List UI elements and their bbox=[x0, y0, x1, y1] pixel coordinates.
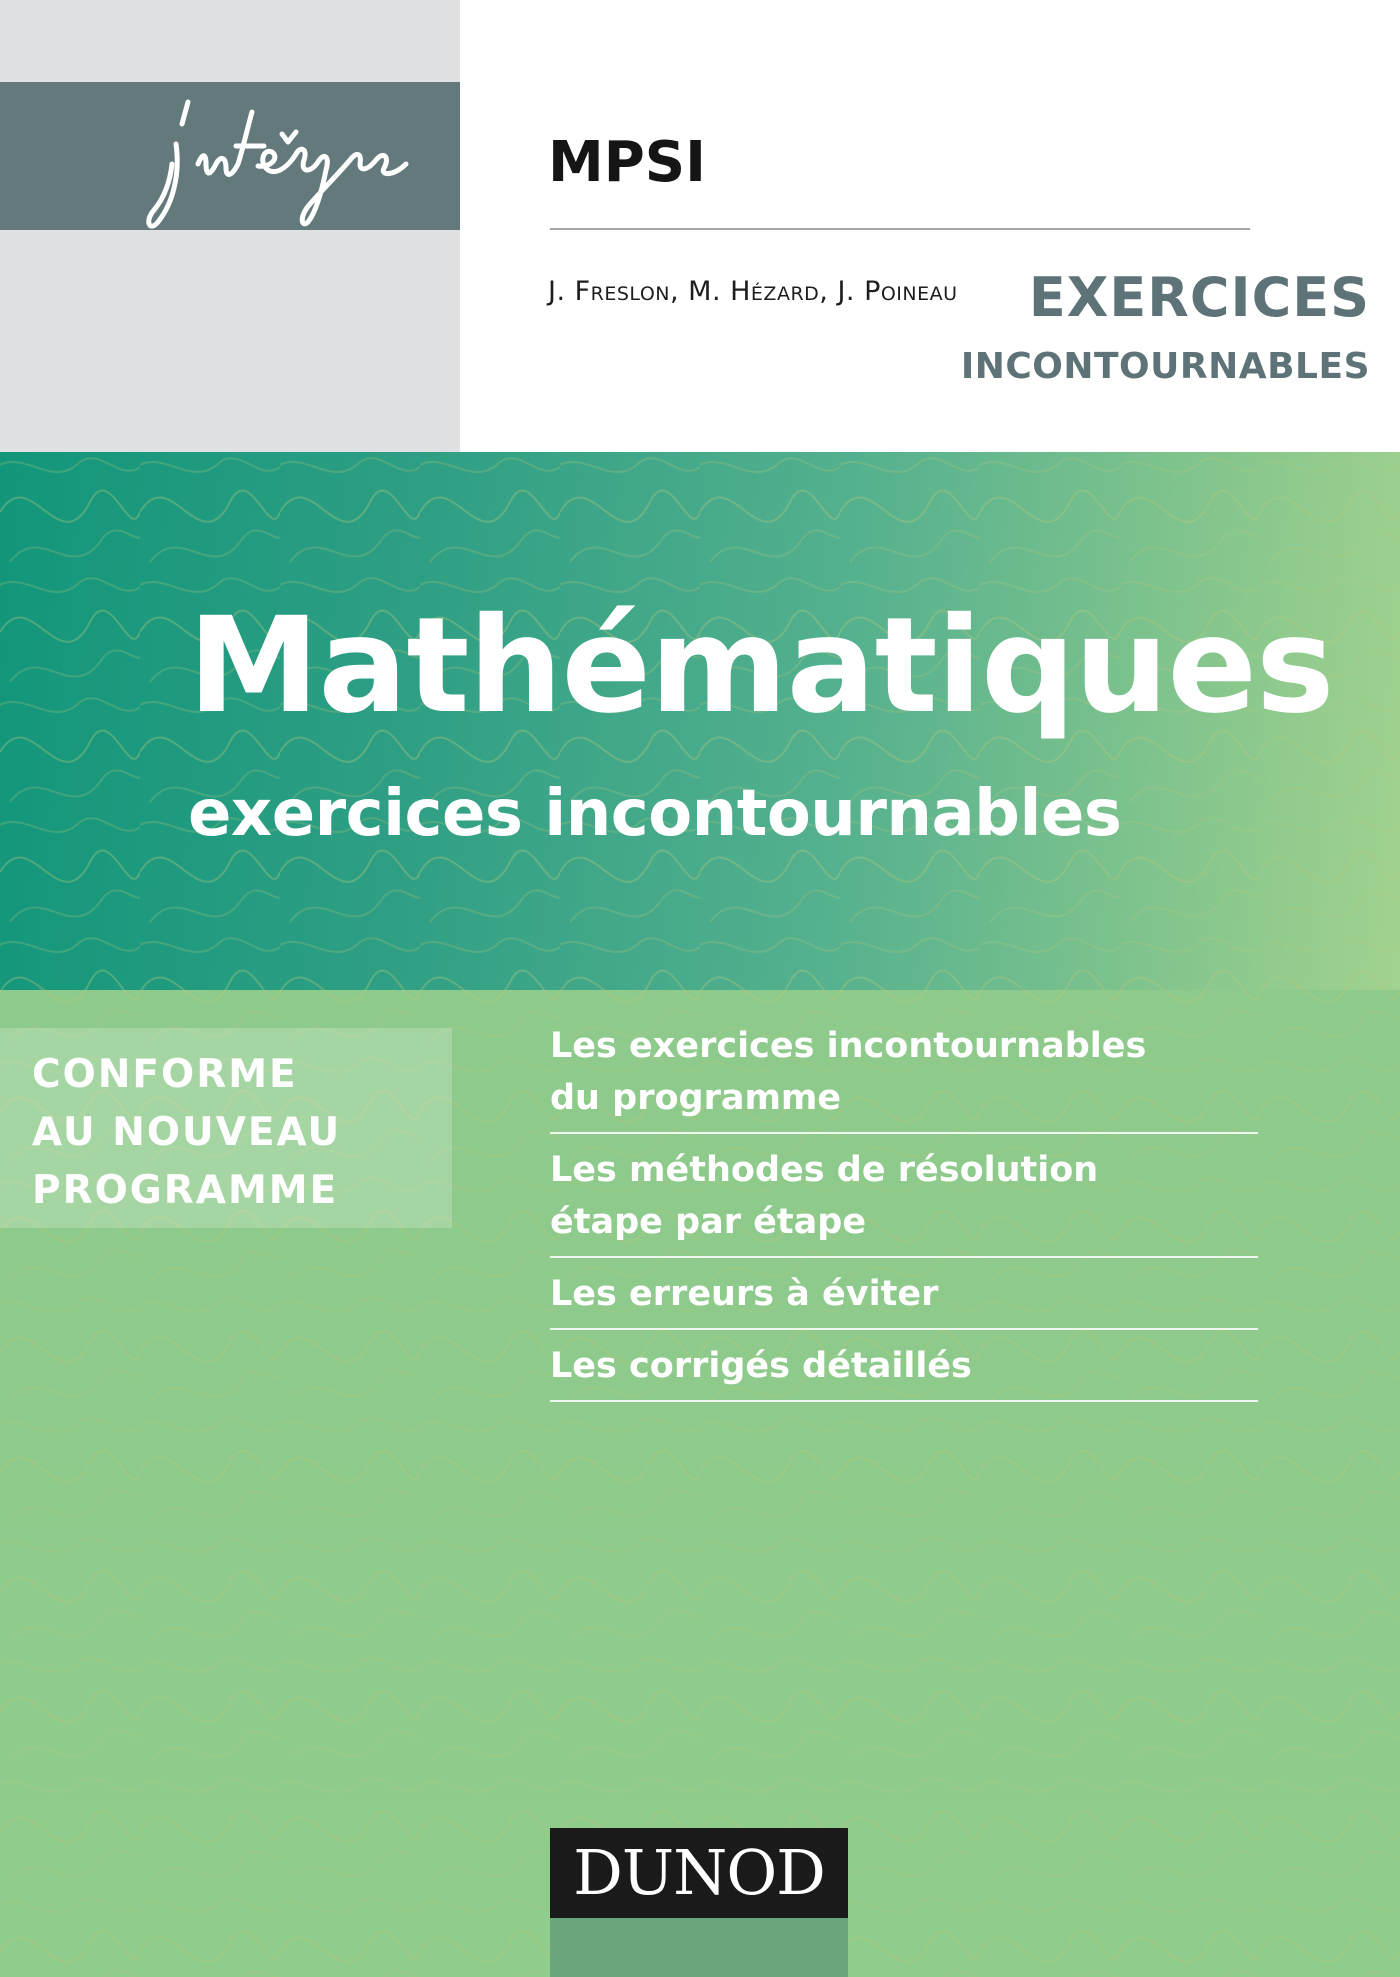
feature-line: Les erreurs à éviter bbox=[550, 1274, 939, 1314]
feature-item bbox=[550, 1020, 1258, 1134]
publisher-logo: DUNOD bbox=[550, 1828, 848, 1918]
feature-item bbox=[550, 1144, 1258, 1258]
book-title: Mathématiques bbox=[188, 589, 1334, 743]
logo-stroke-j bbox=[149, 144, 177, 226]
feature-line: Les corrigés détaillés bbox=[550, 1346, 972, 1386]
logo-stroke-accent bbox=[282, 132, 296, 142]
authors: J. Freslon, M. Hézard, J. Poineau bbox=[548, 276, 958, 307]
level-label: MPSI bbox=[548, 130, 706, 195]
series-label-exercices: EXERCICES bbox=[1028, 266, 1370, 329]
logo-stroke-int bbox=[198, 112, 264, 174]
feature-item bbox=[550, 1340, 1258, 1402]
series-logo bbox=[140, 72, 460, 242]
feature-line: Les exercices incontournables bbox=[550, 1026, 1147, 1066]
feature-line: Les méthodes de résolution bbox=[550, 1150, 1099, 1190]
series-label-incontournables: INCONTOURNABLES bbox=[960, 346, 1370, 387]
feature-item bbox=[550, 1268, 1258, 1330]
book-subtitle: exercices incontournables bbox=[188, 777, 1122, 851]
logo-stroke-apostrophe bbox=[182, 102, 188, 124]
logo-stroke-egre bbox=[258, 149, 406, 224]
program-badge-text bbox=[32, 1046, 442, 1220]
header-divider bbox=[550, 228, 1250, 230]
badge-line: PROGRAMME bbox=[32, 1168, 339, 1213]
badge-line: AU NOUVEAU bbox=[32, 1110, 342, 1155]
feature-line: du programme bbox=[550, 1078, 842, 1118]
feature-line: étape par étape bbox=[550, 1202, 867, 1242]
badge-line: CONFORME bbox=[32, 1052, 298, 1097]
feature-list bbox=[550, 1020, 1258, 1412]
publisher-stripe bbox=[550, 1918, 848, 1977]
